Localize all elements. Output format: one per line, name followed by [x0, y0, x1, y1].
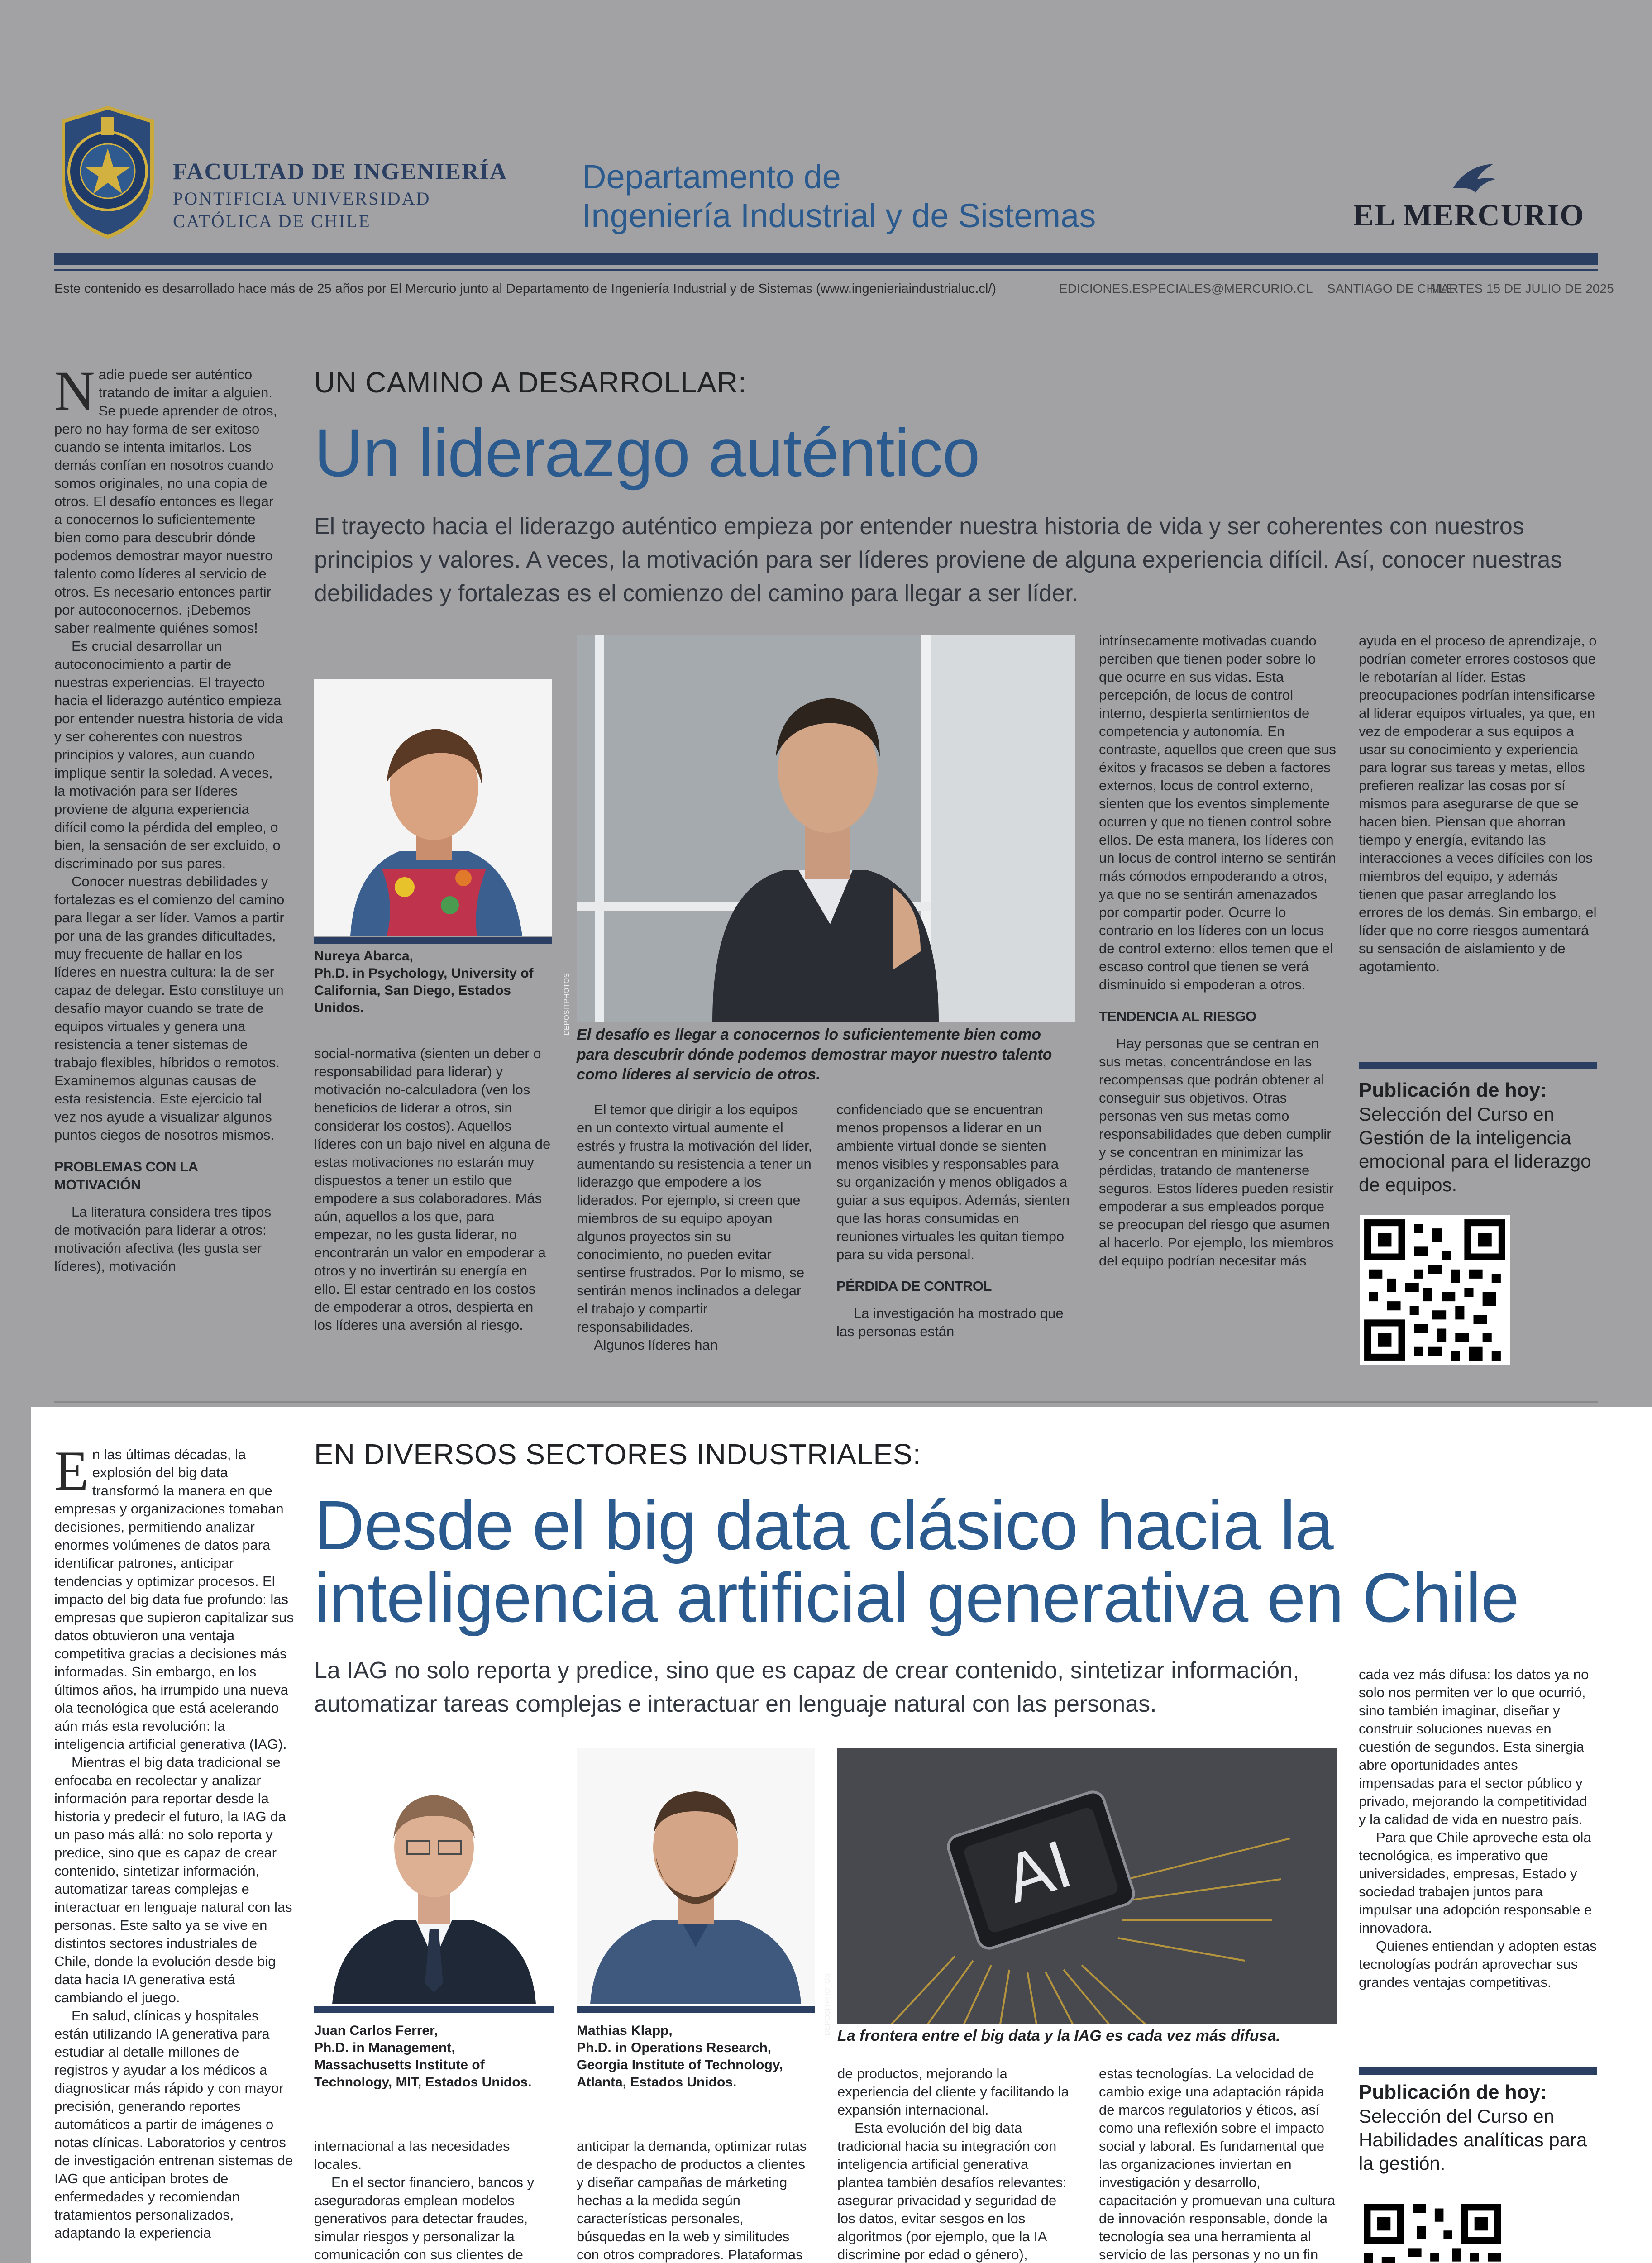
- article2-box-title: Publicación de hoy:: [1359, 2081, 1547, 2103]
- mercurio-bird-icon: [1448, 161, 1498, 197]
- article1-column-3: [577, 1101, 815, 1354]
- article2-headline: [314, 1486, 1519, 1637]
- mirror-photo-credit: DEPOSITPHOTOS: [563, 973, 571, 1036]
- faculty-uni-line2: CATÓLICA DE CHILE: [173, 211, 371, 231]
- article2-column-5: [1099, 2065, 1337, 2263]
- article1-col1-p2: Es crucial desarrollar un autoconocimiento a partir de nuestras experiencias. El trayecto hacia el liderazgo auténtico empieza por entender nuestra historia de vida y ser coherentes con nuestros principios y valores, aun cuando implique sentir la soledad. A veces, la motivación para ser líderes proviene de alguna experiencia difícil como la pérdida del empleo, o bien, la sensación de ser excluido, o discriminado por sus pares.: [54, 638, 283, 871]
- article2-deck: La IAG no solo reporta y predice, sino que es capaz de crear contenido, sintetizar información, automatizar tareas complejas e interactuar en lenguaje natural con las personas.: [314, 1657, 1299, 1717]
- article2-col6-p2: Para que Chile aproveche esta ola tecnológica, es imperativo que universidades, empresas, Estado y sociedad trabajen juntos para impulsar una adopción responsable e innovadora.: [1359, 1829, 1592, 1936]
- article2-col1-p3: En salud, clínicas y hospitales están utilizando IA generativa para estudiar al detalle millones de registros y ayudar a los médicos a diagnosticar más rápido y con mayor precisión, generando reportes automáticos a partir de imágenes o notas clínicas. Laboratorios y centros de investigación entrenan sistemas de IAG que anticipan brotes de enfermedades y recomiendan tratamientos personalizados, adaptando la experiencia: [54, 2008, 293, 2241]
- article2-col6-p1: cada vez más difusa: los datos ya no solo nos permiten ver lo que ocurrió, sino también imaginar, diseñar y construir soluciones nuevas en cuestión de segundos. Esta sinergia abre oportunidades antes impensadas para el sector público y privado, mejorando la competitividad y la calidad de vida en nuestro país.: [1359, 1666, 1589, 1827]
- article2-col3-p1: anticipar la demanda, optimizar rutas de despacho de productos a clientes y diseñar campañas de márketing hechas a la medida según características personales, búsquedas en la web y similitudes con otros compradores. Plataformas: [577, 2138, 807, 2263]
- article2-headline-line2: inteligencia artificial generativa en Chile: [314, 1559, 1519, 1637]
- ai-photo-credit: DEPOSITPHOTOS: [824, 1973, 831, 2036]
- ai-chip-label: AI: [995, 1825, 1080, 1917]
- article1-box-text: Selección del Curso en Gestión de la inteligencia emocional para el liderazgo de equipos.: [1359, 1103, 1591, 1195]
- article2-headline-line1: Desde el big data clásico hacia la: [314, 1486, 1333, 1564]
- klapp-caption: [577, 2022, 815, 2091]
- article1-col2-p1: social-normativa (sienten un deber o responsabilidad para liderar) y motivación no-calculadora (ven los beneficios de liderar a otros, sin considerar los costos). Aquellos líderes con un bajo nivel en alguna de estas motivaciones no estarán muy dispuestos a tener un estilo que empodere a sus colaboradores. Más aún, aquellos a los que, para empezar, no les gusta liderar, no encontrarán un valor en empoderar a otros y no invertirán su energía en ello. El estar centrado en los costos de empoderar a otros, despierta en los líderes una aversión al riesgo.: [314, 1046, 551, 1333]
- article2-column-2: [314, 2137, 554, 2263]
- department-line1: Departamento de: [582, 158, 841, 196]
- article2-qr-code[interactable]: [1360, 2200, 1505, 2263]
- content-credit: Este contenido es desarrollado hace más de 25 años por El Mercurio junto al Departamento de Ingeniería Industrial y de Sistemas (www.ingenieriaindustrialuc.cl/): [54, 282, 997, 296]
- article1-col1-p3: Conocer nuestras debilidades y fortalezas es el comienzo del camino para llegar a ser líder. Vamos a partir por una de las grandes dificultades, muy frecuente de hallar en los líderes en nuestra cultura: la de ser capaz de delegar. Esto constituye un desafío mayor cuando se trate de equipos virtuales y genera una resistencia a tener sistemas de trabajo flexibles, híbridos o remotos. Examinemos algunas causas de esta resistencia. Este ejercicio tal vez nos ayude a visualizar algunos puntos ciegos de nosotros mismos.: [54, 874, 285, 1143]
- article2-col5-p1: estas tecnologías. La velocidad de cambio exige una adaptación rápida de marcos regulatorios y éticos, así como una reflexión sobre el impacto social y laboral. Es fundamental que las organizaciones inviertan en investigación y desarrollo, capacitación y promuevan una cultura de innovación responsable, donde la tecnología sea una herramienta al servicio de las personas y no un fin: [1099, 2066, 1336, 2263]
- article1-col3-p1: El temor que dirigir a los equipos en un contexto virtual aumente el estrés y frustra la motivación del líder, aumentando su resistencia a tener un liderazgo que empodere a los liderados. Por ejemplo, si creen que miembros de su equipo apoyan algunos proyectos sin su conocimiento, no pueden evitar sentirse frustrados. Por lo mismo, se sentirán menos inclinados a delegar el trabajo y compartir responsabilidades.: [577, 1102, 812, 1335]
- article1-column-1: [54, 360, 285, 1275]
- nureya-abarca-photo: [314, 679, 552, 936]
- article1-subhead-motivacion: PROBLEMAS CON LA MOTIVACIÓN: [54, 1159, 198, 1193]
- article1-column-4: [836, 1101, 1074, 1341]
- article2-dropcap: E: [54, 1440, 89, 1502]
- header-rule: [54, 253, 1598, 265]
- article2-col1-p2: Mientras el big data tradicional se enfocaba en recolectar y analizar información para reportar desde la historia y predecir el futuro, la IAG da un paso más allá: no solo reporta y predice, sino que es capaz de crear contenido, sintetizar información, automatizar tareas complejas e interactuar en lenguaje natural con las personas. Este salto ya se vive en distintos sectores industriales de Chile, donde la evolución desde big data hacia IA generativa está cambiando el juego.: [54, 1754, 292, 2005]
- ferrer-caption: [314, 2022, 554, 2091]
- article1-subhead-control: PÉRDIDA DE CONTROL: [836, 1278, 992, 1294]
- article2-col1-p1: n las últimas décadas, la explosión del big data transformó la manera en que empresas y organizaciones tomaban decisiones, permitiendo analizar enormes volúmenes de datos para identificar patrones, anticipar tendencias y optimizar procesos. El impacto del big data fue profundo: las empresas que supieron capitalizar sus datos obtuvieron una ventaja competitiva gracias a decisiones más informadas. Sin embargo, en los últimos años, ha irrumpido una nueva ola tecnológica que está acelerando aún más esta revolución: la inteligencia artificial generativa (IAG).: [54, 1447, 294, 1752]
- article1-column-2: [314, 1045, 552, 1334]
- mathias-klapp-photo: [577, 1748, 815, 2004]
- article1-col5-p2: Hay personas que se centran en sus metas, concentrándose en las recompensas que podrán obtener al conseguir sus objetivos. Otras personas ven sus metas como responsabilidades que deben cumplir y se concentran en minimizar las pérdidas, tratando de mantenerse seguros. Estos líderes pueden resistir empoderar a sus empleados porque se preocupan del riesgo que asumen al hacerlo. Por ejemplo, los miembros del equipo podrían necesitar más: [1099, 1036, 1334, 1269]
- article1-col4-p1: confidenciado que se encuentran menos propensos a liderar en un ambiente virtual donde se sienten menos visibles y responsables para su organización y menos obligados a guiar a sus equipos. Además, sienten que las horas consumidas en reuniones virtuales les quitan tiempo para su vida personal.: [836, 1102, 1070, 1262]
- article1-headline: Un liderazgo auténtico: [314, 415, 980, 491]
- article2-column-3: [577, 2137, 815, 2263]
- faculty-uni-line1: PONTIFICIA UNIVERSIDAD: [173, 188, 431, 209]
- nureya-caption: [314, 948, 552, 1017]
- article2-col4-p1: de productos, mejorando la experiencia del cliente y facilitando la expansión internacional.: [837, 2066, 1069, 2118]
- article2-col2-p2: En el sector financiero, bancos y aseguradoras emplean modelos generativos para detectar fraudes, simular riesgos y personalizar la comunicación con sus clientes de: [314, 2174, 535, 2263]
- article1-box-title: Publicación de hoy:: [1359, 1079, 1547, 1101]
- article1-deck: El trayecto hacia el liderazgo auténtico empieza por entender nuestra historia de vida y ser coherentes con nuestros principios y valores. A veces, la motivación para ser líderes proviene de alguna experiencia difícil. Así, conocer nuestras debilidades y fortalezas es el comienzo del camino para llegar a ser líder.: [314, 513, 1562, 606]
- article2-col2-p1: internacional a las necesidades locales.: [314, 2138, 510, 2172]
- article1-col5-p1: intrínsecamente motivadas cuando perciben que tienen poder sobre lo que ocurre en sus vidas. Esta percepción, de locus de control interno, despierta sentimientos de competencia y autonomía. En contraste, aquellos que creen que sus éxitos y fracasos se deben a factores externos, locus de control externo, sienten que los eventos simplemente ocurren y que no tienen control sobre ellos. De esta manera, los líderes con un locus de control interno se sentirán más cómodos empoderando a otros, ya que no se sentirán amenazados por compartir poder. Ocurre lo contrario en los líderes con un locus de control externo: ellos temen que el escaso control que tienen se verá disminuido si empoderan a otros.: [1099, 633, 1336, 993]
- klapp-photo-bar: [577, 2006, 815, 2013]
- faculty-title: FACULTAD DE INGENIERÍA: [173, 159, 508, 185]
- article1-col1-p1: adie puede ser auténtico tratando de imitar a alguien. Se puede aprender de otros, pero no hay forma de ser exitoso cuando se intenta imitarlos. Los demás confían en nosotros cuando somos originales, no una copia de otros. El desafío entonces es llegar a conocernos lo suficientemente bien como para descubrir dónde podemos demostrar mayor nuestro talento como líderes al servicio de otros. Es necesario entonces partir por autoconocernos. ¡Debemos saber realmente quiénes somos!: [54, 367, 277, 636]
- article1-subhead-riesgo: TENDENCIA AL RIESGO: [1099, 1008, 1256, 1024]
- article1-column-6: [1359, 632, 1597, 976]
- article2-photo-caption: La frontera entre el big data y la IAG es cada vez más difusa.: [837, 2027, 1280, 2044]
- faculty-seal-logo: [54, 103, 161, 239]
- article2-col4-p2: Esta evolución del big data tradicional hacia su integración con inteligencia artificial generativa plantea también desafíos relevantes: asegurar privacidad y seguridad de los datos, evitar sesgos en los algoritmos (por ejemplo, que la IA discrimine por edad o género),: [837, 2120, 1067, 2263]
- article1-col3-p2: Algunos líderes han: [594, 1337, 718, 1353]
- header-city: SANTIAGO DE CHILE: [1327, 282, 1455, 296]
- article1-box-bar: [1359, 1062, 1597, 1069]
- newspaper-logo: EL MERCURIO: [1353, 198, 1585, 232]
- article1-col1-p4: La literatura considera tres tipos de motivación para liderar a otros: motivación afectiva (les gusta ser líderes), motivación: [54, 1204, 272, 1274]
- header-rule-thin: [54, 269, 1598, 271]
- ferrer-photo-bar: [314, 2006, 554, 2013]
- article2-kicker: EN DIVERSOS SECTORES INDUSTRIALES:: [314, 1438, 921, 1470]
- article1-photo-caption: El desafío es llegar a conocernos lo suficientemente bien como para descubrir dónde podemos demostrar mayor nuestro talento como líderes al servicio de otros.: [577, 1026, 1052, 1083]
- department-name: [582, 158, 1096, 235]
- section-divider: [54, 1401, 1598, 1403]
- article2-column-1: [54, 1440, 294, 2242]
- juan-carlos-ferrer-photo: [314, 1748, 554, 2004]
- klapp-caption-credentials: Ph.D. in Operations Research, Georgia Institute of Technology, Atlanta, Estados Unidos.: [577, 2040, 783, 2090]
- article1-col4-p2: La investigación ha mostrado que las personas están: [836, 1305, 1064, 1339]
- ai-chip-photo: [837, 1748, 1337, 2024]
- leader-mirror-photo: [577, 635, 1075, 1022]
- klapp-caption-name: Mathias Klapp,: [577, 2023, 673, 2038]
- header-email[interactable]: EDICIONES.ESPECIALES@MERCURIO.CL: [1059, 282, 1313, 296]
- nureya-caption-credentials: Ph.D. in Psychology, University of California, San Diego, Estados Unidos.: [314, 966, 534, 1015]
- nureya-photo-bar: [314, 937, 552, 944]
- article1-col6-p1: ayuda en el proceso de aprendizaje, o podrían cometer errores costosos que le rebotarían al líder. Estas preocupaciones podrían intensificarse al liderar equipos virtuales, ya que, en vez de empoderar a sus equipos a usar su conocimiento y experiencia para lograr sus tareas y metas, ellos prefieren realizar las cosas por sí mismos para asegurarse de que se hacen bien. Piensan que ahorran tiempo y energía, evitando las interacciones a veces difíciles con los miembros del equipo, y además tienen que pasar arreglando los errores de los demás. Sin embargo, el líder que no corre riesgos aumentará su sensación de aislamiento y de agotamiento.: [1359, 633, 1597, 974]
- article1-kicker: UN CAMINO A DESARROLLAR:: [314, 366, 747, 399]
- article2-col6-p3: Quienes entiendan y adopten estas tecnologías podrán aprovechar sus grandes ventajas competitivas.: [1359, 1938, 1597, 1990]
- faculty-university: [173, 187, 444, 233]
- article1-qr-code[interactable]: [1360, 1215, 1510, 1365]
- article1-column-5: [1099, 632, 1337, 1270]
- ferrer-caption-name: Juan Carlos Ferrer,: [314, 2023, 438, 2038]
- article2-column-4: [837, 2065, 1075, 2263]
- nureya-caption-name: Nureya Abarca,: [314, 949, 413, 964]
- article2-column-6: [1359, 1666, 1597, 1991]
- article1-dropcap: N: [54, 360, 95, 422]
- article2-box-bar: [1359, 2067, 1597, 2075]
- department-line2: Ingeniería Industrial y de Sistemas: [582, 197, 1096, 234]
- article2-box-text: Selección del Curso en Habilidades analíticas para la gestión.: [1359, 2105, 1587, 2174]
- header-date: MARTES 15 DE JULIO DE 2025: [1430, 282, 1614, 296]
- ferrer-caption-credentials: Ph.D. in Management, Massachusetts Institute of Technology, MIT, Estados Unidos.: [314, 2040, 532, 2090]
